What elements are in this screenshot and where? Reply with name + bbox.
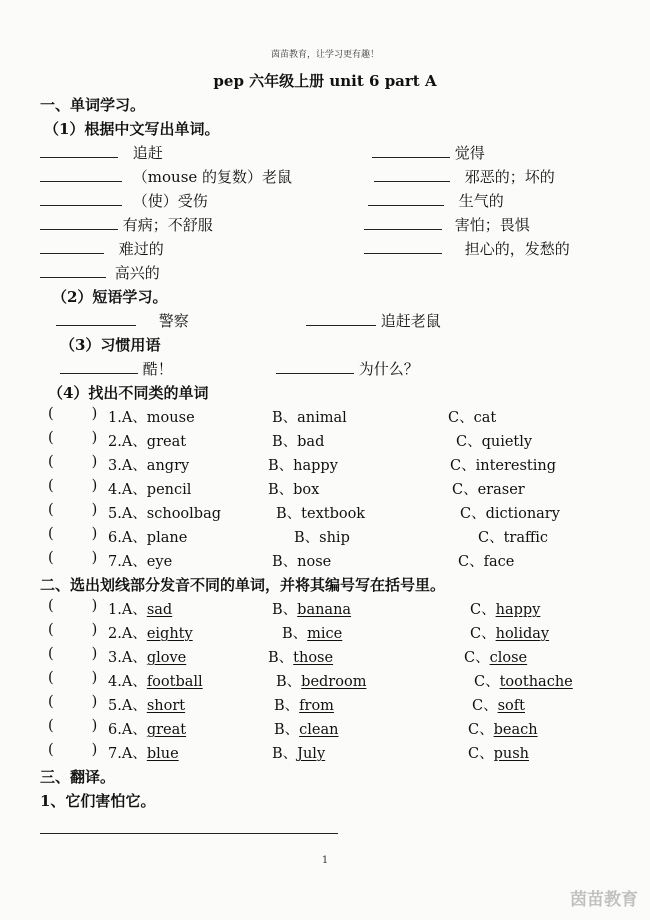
answer-paren[interactable]: (: [48, 550, 54, 566]
option-b: B、mice: [282, 626, 343, 642]
answer-blank[interactable]: [40, 167, 122, 182]
phrase-row: 警察: [56, 310, 189, 331]
option-b: B、bedroom: [276, 674, 367, 690]
idiom-row: 酷！: [60, 358, 173, 379]
option-b: B、those: [268, 650, 334, 666]
word-row-left: 追赶: [40, 142, 163, 163]
option-c: C、dictionary: [460, 506, 560, 522]
word-row-left: 高兴的: [40, 262, 160, 283]
option-c: C、holiday: [470, 626, 550, 642]
option-b: B、banana: [272, 602, 352, 618]
question-row: ( ): [48, 406, 98, 422]
answer-paren[interactable]: (: [48, 598, 54, 614]
answer-paren[interactable]: (: [48, 646, 54, 662]
word-row-right: 担心的，发愁的: [364, 238, 570, 259]
section3-heading: 三、翻译。: [40, 768, 116, 786]
answer-paren[interactable]: (: [48, 454, 54, 470]
option-a: 1.A、mouse: [108, 410, 195, 426]
option-a: 6.A、plane: [108, 530, 188, 546]
answer-blank[interactable]: [40, 143, 118, 158]
section1-sub3: （3）习惯用语: [60, 336, 161, 354]
question-row: ( ): [48, 430, 98, 446]
option-b: B、July: [272, 746, 326, 762]
answer-blank[interactable]: [372, 143, 450, 158]
answer-paren[interactable]: (: [48, 406, 54, 422]
answer-blank[interactable]: [364, 215, 442, 230]
answer-paren[interactable]: (: [48, 478, 54, 494]
word-row-right: 觉得: [372, 142, 485, 163]
option-b: B、ship: [294, 530, 350, 546]
word-row-right: 邪恶的；坏的: [374, 166, 555, 187]
word-row-left: （使）受伤: [40, 190, 208, 211]
option-c: C、soft: [472, 698, 525, 714]
answer-blank[interactable]: [60, 359, 138, 374]
word-row-right: 害怕；畏惧: [364, 214, 530, 235]
option-a: 2.A、great: [108, 434, 187, 450]
answer-paren[interactable]: (: [48, 694, 54, 710]
section2-heading: 二、选出划线部分发音不同的单词，并将其编号写在括号里。: [40, 576, 446, 594]
option-b: B、happy: [268, 458, 338, 474]
answer-paren[interactable]: (: [48, 430, 54, 446]
section1-heading: 一、单词学习。: [40, 96, 146, 114]
question-row: ( ): [48, 478, 98, 494]
option-a: 7.A、eye: [108, 554, 173, 570]
option-a: 5.A、schoolbag: [108, 506, 222, 522]
question-row: ( ): [48, 526, 98, 542]
word-row-right: 生气的: [368, 190, 504, 211]
question-row: ( ): [48, 694, 98, 710]
question-row: ( ): [48, 718, 98, 734]
word-row-left: 有病；不舒服: [40, 214, 213, 235]
option-c: C、happy: [470, 602, 541, 618]
answer-blank[interactable]: [40, 263, 106, 278]
answer-paren[interactable]: (: [48, 502, 54, 518]
answer-blank[interactable]: [374, 167, 450, 182]
header-note: 茵苗教育，让学习更有趣！: [270, 50, 379, 60]
answer-blank[interactable]: [40, 191, 122, 206]
section1-sub1: （1）根据中文写出单词。: [44, 120, 220, 138]
option-c: C、quietly: [456, 434, 533, 450]
question-row: ( ): [48, 550, 98, 566]
answer-blank[interactable]: [56, 311, 136, 326]
answer-blank[interactable]: [306, 311, 376, 326]
answer-blank[interactable]: [276, 359, 354, 374]
option-a: 1.A、sad: [108, 602, 173, 618]
option-c: C、face: [458, 554, 515, 570]
answer-paren[interactable]: (: [48, 526, 54, 542]
answer-paren[interactable]: (: [48, 742, 54, 758]
option-c: C、interesting: [450, 458, 557, 474]
option-a: 7.A、blue: [108, 746, 179, 762]
question-row: ( ): [48, 622, 98, 638]
page-number: 1: [321, 855, 329, 866]
option-a: 3.A、glove: [108, 650, 187, 666]
page-title: pep 六年级上册 unit 6 part A: [213, 72, 437, 90]
section1-sub2: （2）短语学习。: [52, 288, 168, 306]
option-b: B、nose: [272, 554, 332, 570]
question-row: ( ): [48, 646, 98, 662]
question-row: ( ): [48, 598, 98, 614]
idiom-row: 为什么？: [276, 358, 419, 379]
answer-paren[interactable]: (: [48, 718, 54, 734]
option-b: B、animal: [272, 410, 347, 426]
answer-blank[interactable]: [364, 239, 442, 254]
answer-blank[interactable]: [40, 215, 118, 230]
option-c: C、push: [468, 746, 530, 762]
question-row: ( ): [48, 742, 98, 758]
answer-blank[interactable]: [368, 191, 444, 206]
option-b: B、from: [274, 698, 334, 714]
option-b: B、box: [268, 482, 320, 498]
watermark: 茵苗教育: [570, 890, 638, 910]
option-c: C、traffic: [478, 530, 549, 546]
option-a: 3.A、angry: [108, 458, 190, 474]
translation-answer-line[interactable]: [40, 832, 338, 834]
option-b: B、bad: [272, 434, 325, 450]
option-c: C、cat: [448, 410, 497, 426]
phrase-row: 追赶老鼠: [306, 310, 441, 331]
option-c: C、close: [464, 650, 528, 666]
option-a: 4.A、football: [108, 674, 203, 690]
word-row-left: 难过的: [40, 238, 164, 259]
option-c: C、eraser: [452, 482, 525, 498]
answer-paren[interactable]: (: [48, 622, 54, 638]
option-a: 4.A、pencil: [108, 482, 192, 498]
option-a: 6.A、great: [108, 722, 187, 738]
option-a: 5.A、short: [108, 698, 186, 714]
answer-paren[interactable]: (: [48, 670, 54, 686]
translation-item: 1、它们害怕它。: [40, 792, 156, 810]
answer-blank[interactable]: [40, 239, 104, 254]
section1-sub4: （4）找出不同类的单词: [48, 384, 209, 402]
question-row: ( ): [48, 670, 98, 686]
question-row: ( ): [48, 454, 98, 470]
option-b: B、clean: [274, 722, 339, 738]
option-c: C、beach: [468, 722, 538, 738]
option-a: 2.A、eighty: [108, 626, 193, 642]
option-c: C、toothache: [474, 674, 573, 690]
question-row: ( ): [48, 502, 98, 518]
option-b: B、textbook: [276, 506, 366, 522]
word-row-left: （mouse 的复数）老鼠: [40, 166, 292, 187]
